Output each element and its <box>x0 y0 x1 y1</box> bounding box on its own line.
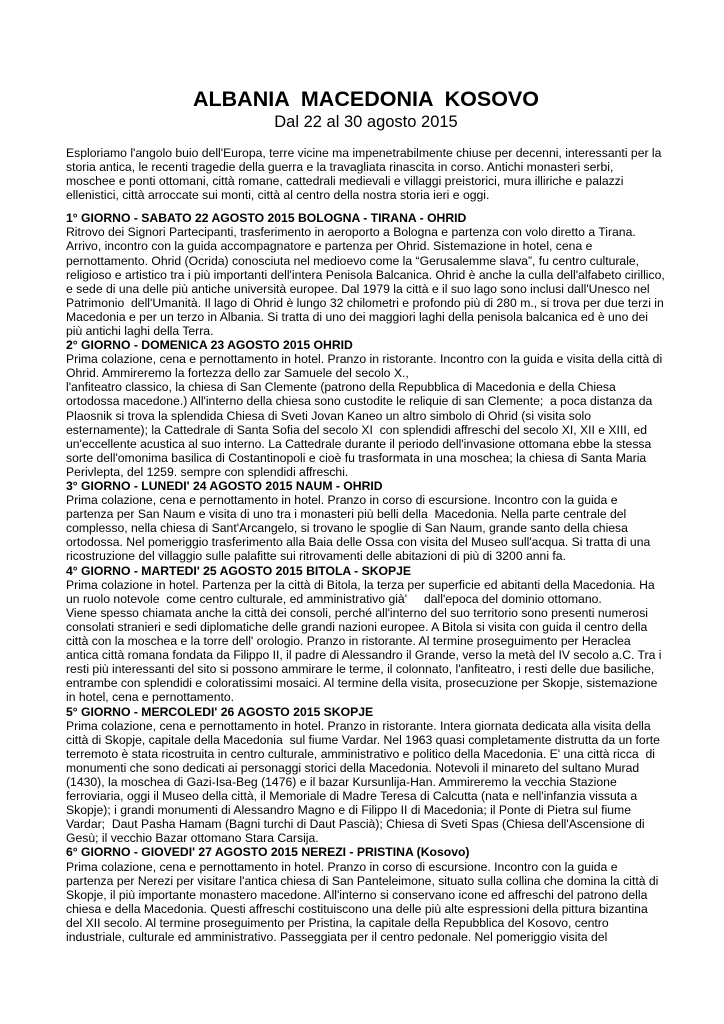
day-heading: 5° GIORNO - MERCOLEDI' 26 AGOSTO 2015 SKOPJE <box>66 704 374 719</box>
day-body-paragraph: Prima colazione in hotel. Partenza per la città di Bitola, la terza per superficie ed abitanti della Macedonia. Ha un ruolo notevole come centro culturale, ed amministrativo già' dall'epoca del dominio ottomano. <box>66 577 659 606</box>
day-section <box>66 479 666 564</box>
day-body-paragraph: Prima colazione, cena e pernottamento in hotel. Pranzo in corso di escursione. Incontro con la guida e partenza per Nerezi per visitare l'antica chiesa di San Panteleimone, situato sulla collina che domina la città di Skopje, il più importante monastero macedone. All'interno si conservano icone ed affreschi del patrono della chiesa e della Macedonia. Questi affreschi costituiscono una delle più alte espressioni della pittura bizantina del XII secolo. Al termine proseguimento per Pristina, la capitale della Repubblica del Kosovo, centro industriale, culturale ed amministrativo. Passeggiata per il centro pedonale. Nel pomeriggio visita del <box>66 859 662 944</box>
day-section <box>66 705 666 846</box>
day-body-paragraph: l'anfiteatro classico, la chiesa di San Clemente (patrono della Repubblica di Macedonia e della Chiesa ortodossa macedone.) All'interno della chiesa sono custodite le reliquie di san Clemente; a poca distanza da Plaosnik si trova la splendida Chiesa di Sveti Jovan Kaneo un altro simbolo di Ohrid (si visita solo esternamente); la Cattedrale di Santa Sofia del secolo XI con splendidi affreschi del secolo XI, XII e XIII, ed un'eccellente acustica al suo interno. La Cattedrale durante il periodo dell'invasione ottomana ebbe la stessa sorte dell'omonima basilica di Costantinopoli e cioè fu trasformata in una moschea; la chiesa di Santa Maria Perivlepta, del 1259. sempre con splendidi affreschi. <box>66 380 656 479</box>
day-heading: 2° GIORNO - DOMENICA 23 AGOSTO 2015 OHRID <box>66 338 353 353</box>
day-body-paragraph: Prima colazione, cena e pernottamento in hotel. Pranzo in ristorante. Intera giornata dedicata alla visita della città di Skopje, capitale della Macedonia sul fiume Vardar. Nel 1963 quasi completamente distrutta da un forte terremoto è stata ricostruita in centro culturale, amministrativo e politico della Macedonia. E' una città ricca di monumenti che sono dedicati ai personaggi storici della Macedonia. Notevoli il minareto del sultano Murad (1430), la moschea di Gazi-Isa-Beg (1476) e il bazar Kursunlija-Han. Ammireremo la vecchia Stazione ferroviaria, oggi il Museo della città, il Memoriale di Madre Teresa di Calcutta (nata e nell'infanzia vissuta a Skopje); i grandi monumenti di Alessandro Magno e di Filippo II di Macedonia; il Ponte di Pietra sul fiume Vardar; Daut Pasha Hamam (Bagni turchi di Daut Pascià); Chiesa di Sveti Spas (Chiesa dell'Ascensione di Gesù; il vecchio Bazar ottomano Stara Carsija. <box>66 718 664 846</box>
day-section <box>66 338 666 479</box>
day-heading: 3° GIORNO - LUNEDI' 24 AGOSTO 2015 NAUM - OHRID <box>66 479 383 493</box>
day-heading: 6° GIORNO - GIOVEDI' 27 AGOSTO 2015 NEREZI - PRISTINA (Kosovo) <box>66 845 470 860</box>
day-section <box>66 211 669 338</box>
intro-paragraph: Esploriamo l'angolo buio dell'Europa, terre vicine ma impenetrabilmente chiuse per decenni, interessanti per la storia antica, le recenti tragedie della guerra e la travagliata rinascita in corso. Antichi monasteri serbi, moschee e ponti ottomani, città romane, cattedrali medievali e villaggi preistorici, mura illiriche e palazzi ellenistici, città arroccate sui monti, città al centro della nostra storia ieri e oggi. <box>66 145 665 203</box>
day-section <box>66 845 666 944</box>
day-heading: 1° GIORNO - SABATO 22 AGOSTO 2015 BOLOGNA - TIRANA - OHRID <box>66 211 467 226</box>
day-section <box>66 564 666 705</box>
page-title: ALBANIA MACEDONIA KOSOVO <box>193 87 539 111</box>
day-heading: 4° GIORNO - MARTEDI' 25 AGOSTO 2015 BITOLA - SKOPJE <box>66 563 412 578</box>
day-body-paragraph: Prima colazione, cena e pernottamento in hotel. Pranzo in ristorante. Incontro con la guida e visita della città di Ohrid. Ammireremo la fortezza dello zar Samuele del secolo X., <box>66 352 666 381</box>
day-body-paragraph: Viene spesso chiamata anche la città dei consoli, perché all'interno del suo territorio sono presenti numerosi consolati stranieri e sedi diplomatiche delle grandi nazioni europee. A Bitola si visita con guida il centro della città con la moschea e la torre dell' orologio. Pranzo in ristorante. Al termine proseguimento per Heraclea antica città romana fondata da Filippo II, il padre di Alessandro il Grande, verso la metà del IV secolo a.C. Tra i resti più interessanti del sito si possono ammirare le terme, il colonnato, l'anfiteatro, i resti delle due basiliche, entrambe con splendidi e coloratissimi mosaici. Al termine della visita, prosecuzione per Skopje, sistemazione in hotel, cena e pernottamento. <box>66 605 665 705</box>
itinerary-days <box>66 211 669 944</box>
day-body-paragraph: Ritrovo dei Signori Partecipanti, trasferimento in aeroporto a Bologna e partenza con volo diretto a Tirana. Arrivo, incontro con la guida accompagnatore e partenza per Ohrid. Sistemazione in hotel, cena e pernottamento. Ohrid (Ocrida) conosciuta nel medioevo come la “Gerusalemme slava”, fu centro culturale, religioso e artistico tra i più importanti dell'intera Penisola Balcanica. Ohrid è anche la culla dell'alfabeto cirillico, e sede di una delle più antiche università europee. Dal 1979 la città e il suo lago sono inclusi dall'Unesco nel Patrimonio dell'Umanità. Il lago di Ohrid è lungo 32 chilometri e profondo più di 280 m., si trova per due terzi in Macedonia e per un terzo in Albania. Si tratta di uno dei maggiori laghi della penisola balcanica ed è uno dei più antichi laghi della Terra. <box>66 225 669 338</box>
page-subtitle: Dal 22 al 30 agosto 2015 <box>274 113 458 132</box>
day-body-paragraph: Prima colazione, cena e pernottamento in hotel. Pranzo in corso di escursione. Incontro con la guida e partenza per San Naum e visita di uno tra i monasteri più belli della Macedonia. Nella parte centrale del complesso, nella chiesa di Sant'Arcangelo, si trovano le spoglie di San Naum, grande santo della chiesa ortodossa. Nel pomeriggio trasferimento alla Baia delle Ossa con visita del Museo sull'acqua. Si tratta di una ricostruzione del villaggio sulle palafitte sui ritrovamenti delle abitazioni di più di 3200 anni fa. <box>66 493 654 564</box>
